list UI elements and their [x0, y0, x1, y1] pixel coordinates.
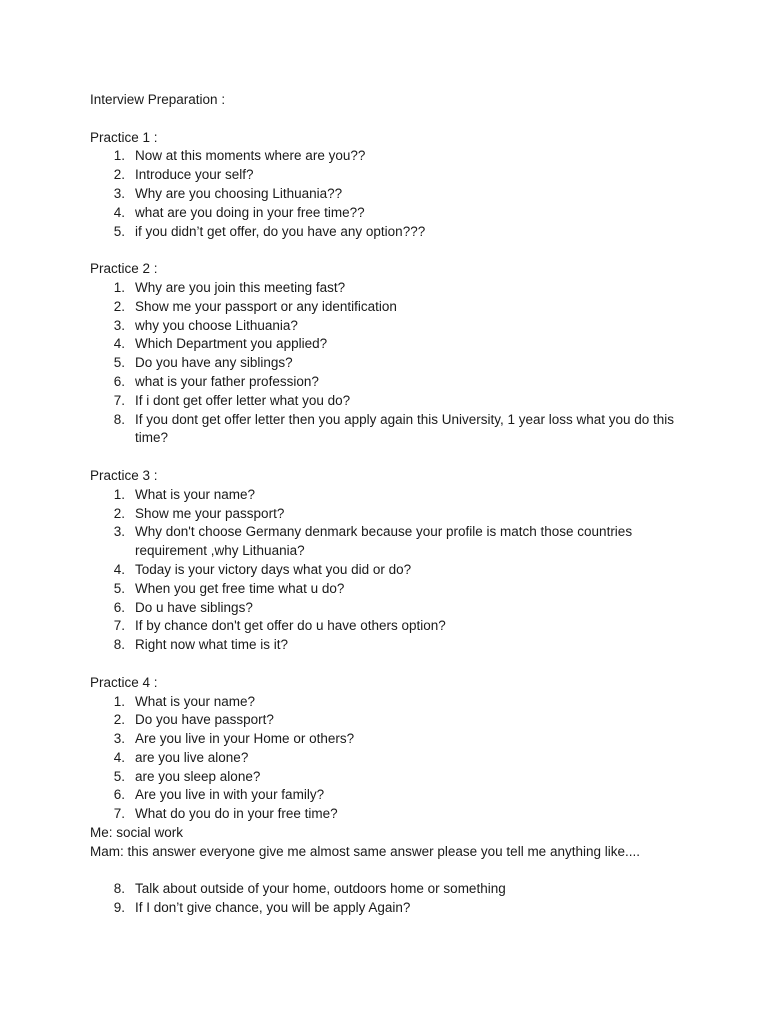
- list-text: Talk about outside of your home, outdoors home or something: [135, 881, 506, 897]
- list-number: 3.: [113, 731, 125, 747]
- list-number: 2.: [113, 505, 125, 521]
- list-number: 1.: [113, 486, 125, 502]
- list-text: Why don't choose Germany denmark because your profile is match those countries requirement ,why Lithuania?: [135, 524, 633, 559]
- list-text: Show me your passport or any identification: [135, 298, 397, 314]
- list-item: [90, 523, 680, 561]
- list-item: [90, 223, 680, 242]
- list-number: 2.: [113, 712, 125, 728]
- list-text: What is your name?: [135, 693, 256, 709]
- list-item: [90, 880, 680, 899]
- list-text: Why are you join this meeting fast?: [135, 279, 346, 295]
- list-item: [90, 279, 680, 298]
- list-item: [90, 147, 680, 166]
- document-title: Interview Preparation :: [90, 92, 226, 107]
- list-number: 3.: [113, 524, 125, 540]
- list-item: [90, 166, 680, 185]
- list-number: 5.: [113, 768, 125, 784]
- list-number: 2.: [113, 298, 125, 314]
- list-number: 1.: [113, 693, 125, 709]
- list-text: Show me your passport?: [135, 505, 285, 521]
- list-item: [90, 317, 680, 336]
- document-page: [90, 91, 680, 937]
- practice-3-title: Practice 3 :: [90, 467, 158, 483]
- list-number: 6.: [113, 787, 125, 803]
- practice-2-section: [90, 260, 680, 448]
- list-text: Do you have passport?: [135, 712, 274, 728]
- list-number: 3.: [113, 317, 125, 333]
- list-number: 7.: [113, 392, 125, 408]
- list-item: [90, 599, 680, 618]
- list-item: [90, 392, 680, 411]
- list-number: 3.: [113, 185, 125, 201]
- list-item: [90, 561, 680, 580]
- list-number: 8.: [113, 411, 125, 427]
- list-text: why you choose Lithuania?: [135, 317, 298, 333]
- practice-4-section: [90, 674, 680, 918]
- list-item: [90, 335, 680, 354]
- list-number: 5.: [113, 580, 125, 596]
- list-text: what are you doing in your free time??: [135, 204, 365, 220]
- list-text: If i dont get offer letter what you do?: [135, 392, 351, 408]
- practice-3-list: [90, 486, 680, 655]
- list-text: Which Department you applied?: [135, 336, 328, 352]
- list-number: 6.: [113, 599, 125, 615]
- list-text: are you live alone?: [135, 749, 249, 765]
- list-item: [90, 204, 680, 223]
- dialog-line-me: Me: social work: [90, 825, 184, 841]
- list-number: 4.: [113, 336, 125, 352]
- practice-3-section: [90, 467, 680, 655]
- list-text: Do you have any siblings?: [135, 355, 293, 371]
- list-number: 4.: [113, 561, 125, 577]
- list-item: [90, 711, 680, 730]
- list-item: [90, 505, 680, 524]
- practice-4-list: [90, 693, 680, 825]
- list-text: Why are you choosing Lithuania??: [135, 185, 343, 201]
- list-text: what is your father profession?: [135, 373, 319, 389]
- dialog-line-mam: Mam: this answer everyone give me almost same answer please you tell me anything like....: [90, 843, 640, 859]
- practice-1-section: [90, 129, 680, 242]
- list-item: [90, 373, 680, 392]
- list-number: 6.: [113, 373, 125, 389]
- list-number: 5.: [113, 223, 125, 239]
- spacer: [90, 862, 680, 881]
- list-text: are you sleep alone?: [135, 768, 261, 784]
- list-number: 7.: [113, 618, 125, 634]
- list-item: [90, 899, 680, 918]
- list-text: If by chance don't get offer do u have others option?: [135, 618, 446, 634]
- list-text: If you dont get offer letter then you apply again this University, 1 year loss what you do this time?: [135, 411, 675, 446]
- practice-1-title: Practice 1 :: [90, 129, 158, 145]
- list-number: 5.: [113, 355, 125, 371]
- list-text: Are you live in with your family?: [135, 787, 325, 803]
- list-item: [90, 185, 680, 204]
- list-text: Now at this moments where are you??: [135, 148, 366, 164]
- practice-4-list-continued: [90, 880, 680, 918]
- list-item: [90, 298, 680, 317]
- list-item: [90, 768, 680, 787]
- list-item: [90, 636, 680, 655]
- list-item: [90, 786, 680, 805]
- practice-4-title: Practice 4 :: [90, 674, 158, 690]
- list-text: if you didn’t get offer, do you have any option???: [135, 223, 426, 239]
- list-item: [90, 411, 680, 449]
- practice-2-list: [90, 279, 680, 448]
- list-text: Right now what time is it?: [135, 637, 289, 653]
- practice-1-list: [90, 147, 680, 241]
- list-item: [90, 730, 680, 749]
- list-item: [90, 580, 680, 599]
- list-text: What is your name?: [135, 486, 256, 502]
- list-item: [90, 354, 680, 373]
- list-text: What do you do in your free time?: [135, 806, 338, 822]
- list-item: [90, 617, 680, 636]
- list-number: 4.: [113, 749, 125, 765]
- list-number: 8.: [113, 637, 125, 653]
- list-number: 1.: [113, 148, 125, 164]
- list-item: [90, 805, 680, 824]
- list-text: Introduce your self?: [135, 167, 254, 183]
- list-number: 2.: [113, 167, 125, 183]
- practice-2-title: Practice 2 :: [90, 261, 158, 277]
- list-item: [90, 486, 680, 505]
- list-number: 4.: [113, 204, 125, 220]
- list-text: When you get free time what u do?: [135, 580, 345, 596]
- list-number: 9.: [113, 900, 125, 916]
- list-text: If I don’t give chance, you will be apply Again?: [135, 900, 411, 916]
- list-number: 7.: [113, 806, 125, 822]
- list-text: Today is your victory days what you did or do?: [135, 561, 412, 577]
- list-number: 1.: [113, 279, 125, 295]
- list-text: Are you live in your Home or others?: [135, 731, 355, 747]
- list-item: [90, 749, 680, 768]
- list-text: Do u have siblings?: [135, 599, 253, 615]
- list-number: 8.: [113, 881, 125, 897]
- list-item: [90, 693, 680, 712]
